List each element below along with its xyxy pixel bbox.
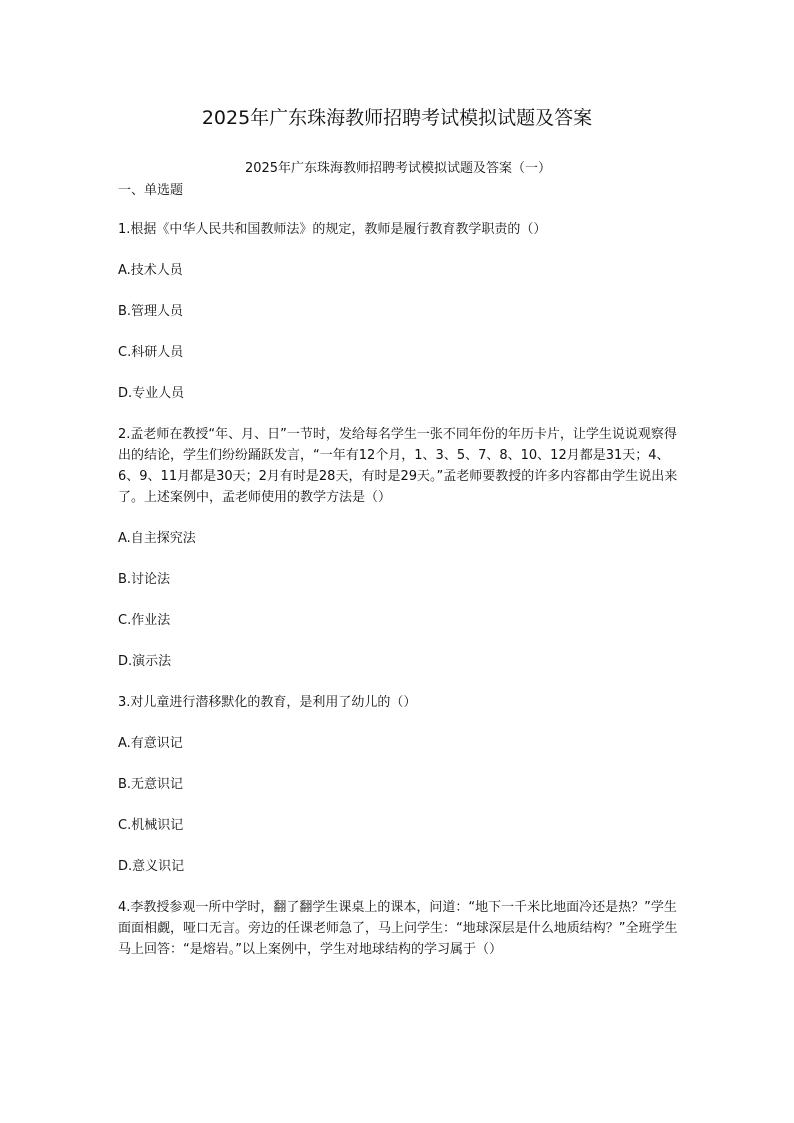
option-c: C.机械识记 (118, 818, 184, 833)
question-4 (118, 897, 678, 960)
document-body (118, 158, 678, 960)
option-d: D.意义识记 (118, 859, 185, 874)
question-stem: 3.对儿童进行潜移默化的教育，是利用了幼儿的（） (118, 695, 417, 710)
option-d: D.演示法 (118, 654, 172, 669)
option-a: A.技术人员 (118, 263, 183, 278)
question-1 (118, 219, 678, 404)
question-stem: 1.根据《中华人民共和国教师法》的规定，教师是履行教育教学职责的（） (118, 222, 547, 237)
document-subtitle: 2025年广东珠海教师招聘考试模拟试题及答案（一） (244, 161, 552, 176)
option-c: C.作业法 (118, 613, 171, 628)
question-stem: 2.孟老师在教授“年、月、日”一节时，发给每名学生一张不同年份的年历卡片，让学生说说观察得出的结论，学生们纷纷踊跃发言，“一年有12个月，1、3、5、7、8、10、12月都是31天；4、6、9、11月都是30天；2月有时是28天，有时是29天。”孟老师要教授的许多内容都由学生说出来了。上述案例中，孟老师使用的教学方法是（） (118, 427, 678, 505)
question-3 (118, 692, 678, 877)
question-stem: 4.李教授参观一所中学时，翻了翻学生课桌上的课本，问道：“地下一千米比地面冷还是热？”学生面面相觑，哑口无言。旁边的任课老师急了，马上问学生：“地球深层是什么地质结构？”全班学生马上回答：“是熔岩。”以上案例中，学生对地球结构的学习属于（） (118, 900, 678, 957)
option-b: B.讨论法 (118, 572, 171, 587)
option-d: D.专业人员 (118, 386, 185, 401)
question-2 (118, 424, 678, 672)
option-b: B.管理人员 (118, 304, 184, 319)
option-a: A.有意识记 (118, 736, 183, 751)
section-heading: 一、单选题 (118, 183, 184, 198)
option-b: B.无意识记 (118, 777, 184, 792)
option-a: A.自主探究法 (118, 531, 196, 546)
option-c: C.科研人员 (118, 345, 184, 360)
page-title: 2025年广东珠海教师招聘考试模拟试题及答案 (201, 107, 593, 129)
